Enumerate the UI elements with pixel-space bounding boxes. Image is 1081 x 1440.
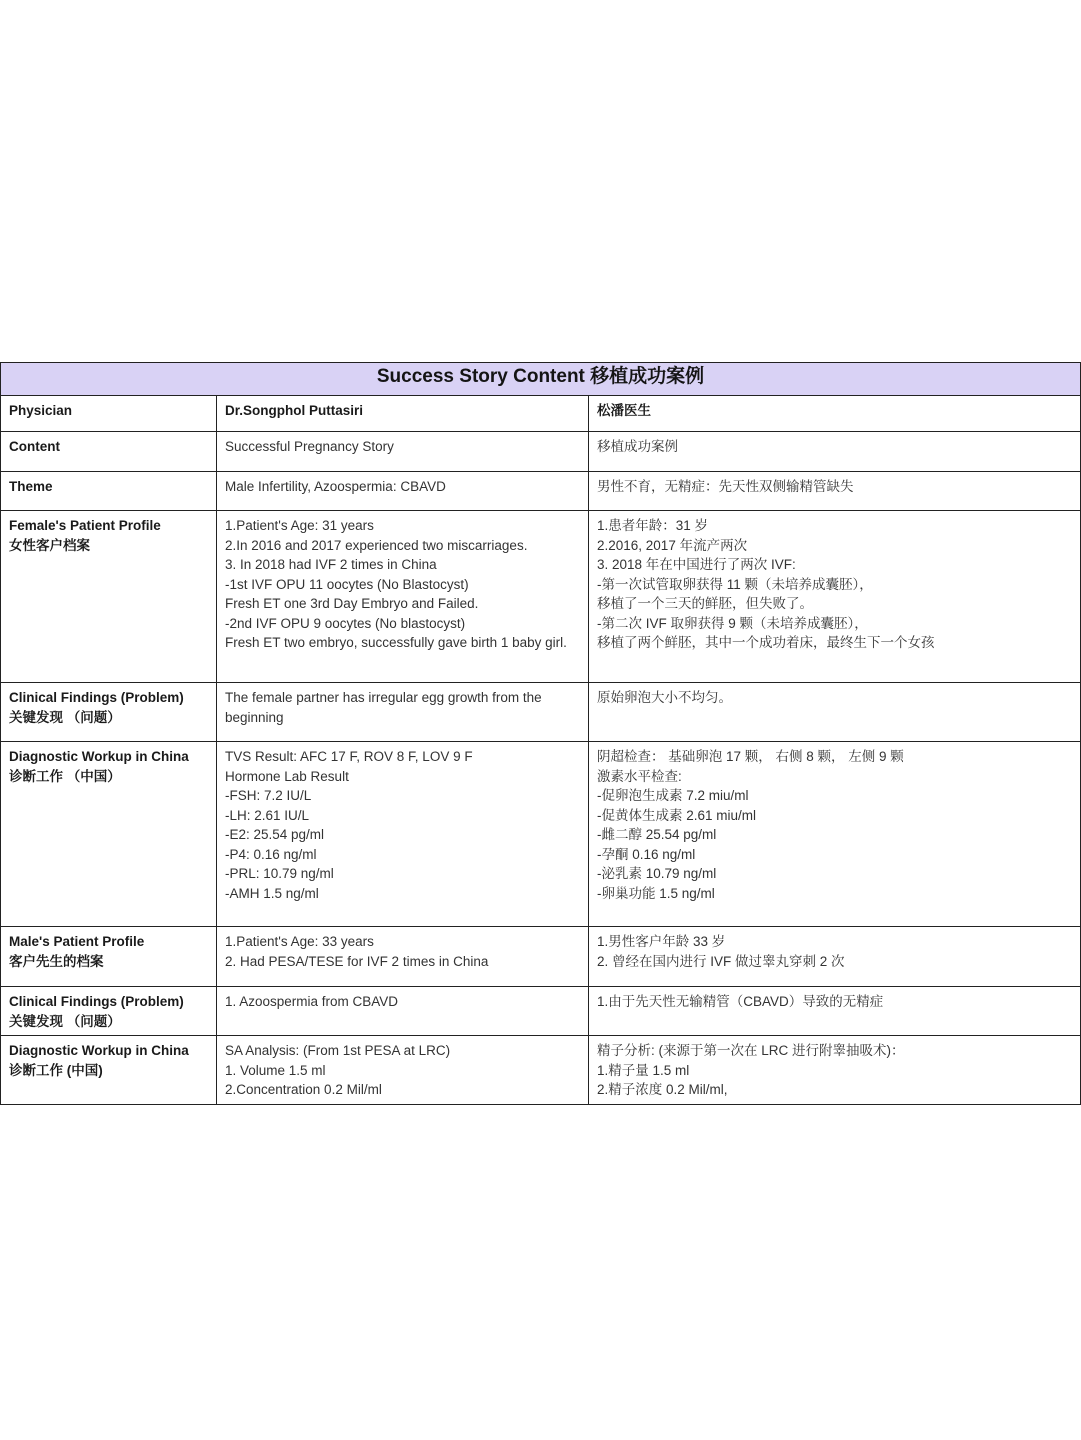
row-label	[1, 683, 217, 742]
row-label-line: Clinical Findings (Problem)	[9, 690, 184, 705]
row-value-english	[217, 432, 589, 472]
row-value-english-line: 1.Patient's Age: 31 years	[225, 518, 374, 533]
row-value-english-line: -2nd IVF OPU 9 oocytes (No blastocyst)	[225, 615, 466, 631]
row-label-line: Female's Patient Profile	[9, 518, 161, 533]
row-value-chinese-line: 阴超检查： 基础卵泡 17 颗， 右侧 8 颗， 左侧 9 颗	[597, 749, 904, 764]
row-value-english	[217, 1036, 589, 1105]
row-value-english-line: SA Analysis: (From 1st PESA at LRC)	[225, 1043, 451, 1058]
row-value-chinese-line: 原始卵泡大小不均匀。	[597, 690, 732, 705]
row-value-english-line: -FSH: 7.2 IU/L	[225, 788, 312, 803]
row-value-chinese	[589, 432, 1081, 472]
row-value-english	[217, 472, 589, 511]
row-value-chinese	[589, 396, 1081, 432]
row-label-line: Content	[9, 439, 60, 454]
row-label-line: Diagnostic Workup in China	[9, 749, 189, 764]
row-label-line: 诊断工作 （中国）	[9, 768, 121, 784]
row-value-english	[217, 742, 589, 927]
table-row	[1, 472, 1081, 511]
row-value-chinese-line: 松潘医生	[597, 403, 651, 418]
table-body	[1, 396, 1081, 1105]
row-value-english-line: 1. Azoospermia from CBAVD	[225, 994, 399, 1009]
row-value-english-line: Male Infertility, Azoospermia: CBAVD	[225, 479, 446, 494]
row-value-english-line: Fresh ET two embryo, successfully gave birth 1 baby girl.	[225, 635, 567, 650]
row-label	[1, 1036, 217, 1105]
row-label-line: Clinical Findings (Problem)	[9, 994, 184, 1009]
row-value-chinese-line: 1.患者年龄：31 岁	[597, 518, 709, 533]
row-value-chinese	[589, 742, 1081, 927]
row-value-chinese-line: 移植了两个鲜胚，其中一个成功着床，最终生下一个女孩	[597, 635, 935, 650]
row-value-english-line: Successful Pregnancy Story	[225, 439, 394, 454]
table-row	[1, 1036, 1081, 1105]
table-title-row	[1, 363, 1081, 396]
row-value-chinese-line: -第二次 IVF 取卵获得 9 颗（未培养成囊胚），	[597, 615, 868, 631]
row-value-chinese-line: 1.男性客户年龄 33 岁	[597, 934, 726, 949]
row-value-chinese-line: 2. 曾经在国内进行 IVF 做过睾丸穿刺 2 次	[597, 953, 845, 969]
row-value-chinese-line: -卵巢功能 1.5 ng/ml	[597, 885, 715, 901]
row-value-english	[217, 396, 589, 432]
row-value-chinese-line: 1.精子量 1.5 ml	[597, 1062, 690, 1078]
row-value-chinese-line: 1.由于先天性无输精管（CBAVD）导致的无精症	[597, 994, 884, 1009]
success-story-table	[0, 362, 1081, 1105]
row-label-line: 女性客户档案	[9, 537, 90, 553]
row-value-english-line: 2.In 2016 and 2017 experienced two miscarriages.	[225, 537, 528, 553]
row-value-english-line: -E2: 25.54 pg/ml	[225, 827, 325, 842]
row-value-english-line: Dr.Songphol Puttasiri	[225, 403, 364, 418]
row-value-chinese-line: 移植成功案例	[597, 439, 678, 454]
table-row	[1, 511, 1081, 683]
row-value-english-line: beginning	[225, 709, 284, 725]
row-value-english-line: The female partner has irregular egg growth from the	[225, 690, 542, 705]
row-value-english	[217, 683, 589, 742]
row-label	[1, 742, 217, 927]
table-row	[1, 987, 1081, 1036]
row-value-english-line: 1.Patient's Age: 33 years	[225, 934, 374, 949]
row-value-english-line: 3. In 2018 had IVF 2 times in China	[225, 557, 437, 572]
row-value-english-line: 2. Had PESA/TESE for IVF 2 times in China	[225, 953, 489, 969]
row-value-chinese-line: 激素水平检查:	[597, 768, 682, 784]
row-value-chinese-line: 移植了一个三天的鲜胚，但失败了。	[597, 596, 813, 611]
table-row	[1, 683, 1081, 742]
row-value-english-line: 2.Concentration 0.2 Mil/ml	[225, 1082, 382, 1097]
row-value-chinese	[589, 1036, 1081, 1105]
row-value-chinese-line: 3. 2018 年在中国进行了两次 IVF:	[597, 557, 796, 572]
row-value-english-line: TVS Result: AFC 17 F, ROV 8 F, LOV 9 F	[225, 749, 473, 764]
row-value-english-line: Hormone Lab Result	[225, 768, 349, 784]
row-value-chinese	[589, 511, 1081, 683]
row-value-english-line: -PRL: 10.79 ng/ml	[225, 866, 334, 881]
row-label	[1, 987, 217, 1036]
row-value-english-line: -LH: 2.61 IU/L	[225, 807, 310, 823]
row-label	[1, 927, 217, 987]
row-value-chinese	[589, 472, 1081, 511]
row-value-chinese-line: 2.2016, 2017 年流产两次	[597, 537, 748, 553]
table-row	[1, 927, 1081, 987]
row-value-english-line: Fresh ET one 3rd Day Embryo and Failed.	[225, 596, 479, 611]
row-value-chinese	[589, 927, 1081, 987]
row-label	[1, 396, 217, 432]
row-value-english	[217, 987, 589, 1036]
table-row	[1, 742, 1081, 927]
row-label-line: 关键发现 （问题）	[9, 1013, 121, 1029]
row-label	[1, 511, 217, 683]
row-label-line: Theme	[9, 479, 53, 494]
row-value-english	[217, 927, 589, 987]
row-value-english-line: -1st IVF OPU 11 oocytes (No Blastocyst)	[225, 576, 469, 592]
row-label	[1, 432, 217, 472]
row-label-line: 关键发现 （问题）	[9, 709, 121, 725]
row-value-chinese-line: -第一次试管取卵获得 11 颗（未培养成囊胚），	[597, 576, 873, 592]
row-value-chinese	[589, 987, 1081, 1036]
row-value-chinese	[589, 683, 1081, 742]
document-title: Success Story Content 移植成功案例	[1, 363, 1081, 396]
row-value-chinese-line: 2.精子浓度 0.2 Mil/ml,	[597, 1082, 728, 1097]
row-value-chinese-line: -泌乳素 10.79 ng/ml	[597, 866, 717, 881]
row-value-chinese-line: -孕酮 0.16 ng/ml	[597, 846, 696, 862]
row-value-chinese-line: -雌二醇 25.54 pg/ml	[597, 827, 717, 842]
row-value-english-line: -P4: 0.16 ng/ml	[225, 846, 317, 862]
row-value-english-line: 1. Volume 1.5 ml	[225, 1062, 326, 1078]
row-value-chinese-line: -促黄体生成素 2.61 miu/ml	[597, 807, 757, 823]
row-label	[1, 472, 217, 511]
row-value-english	[217, 511, 589, 683]
table-row	[1, 432, 1081, 472]
row-value-chinese-line: 男性不育，无精症：先天性双侧输精管缺失	[597, 479, 854, 494]
table-row	[1, 396, 1081, 432]
row-value-english-line: -AMH 1.5 ng/ml	[225, 885, 319, 901]
row-value-chinese-line: -促卵泡生成素 7.2 miu/ml	[597, 788, 749, 803]
row-label-line: Male's Patient Profile	[9, 934, 145, 949]
row-value-chinese-line: 精子分析: (来源于第一次在 LRC 进行附睾抽吸术)：	[597, 1043, 905, 1058]
row-label-line: Physician	[9, 403, 73, 418]
success-story-document	[0, 362, 1080, 1097]
row-label-line: 客户先生的档案	[9, 953, 104, 969]
row-label-line: 诊断工作 (中国)	[9, 1062, 103, 1078]
row-label-line: Diagnostic Workup in China	[9, 1043, 189, 1058]
